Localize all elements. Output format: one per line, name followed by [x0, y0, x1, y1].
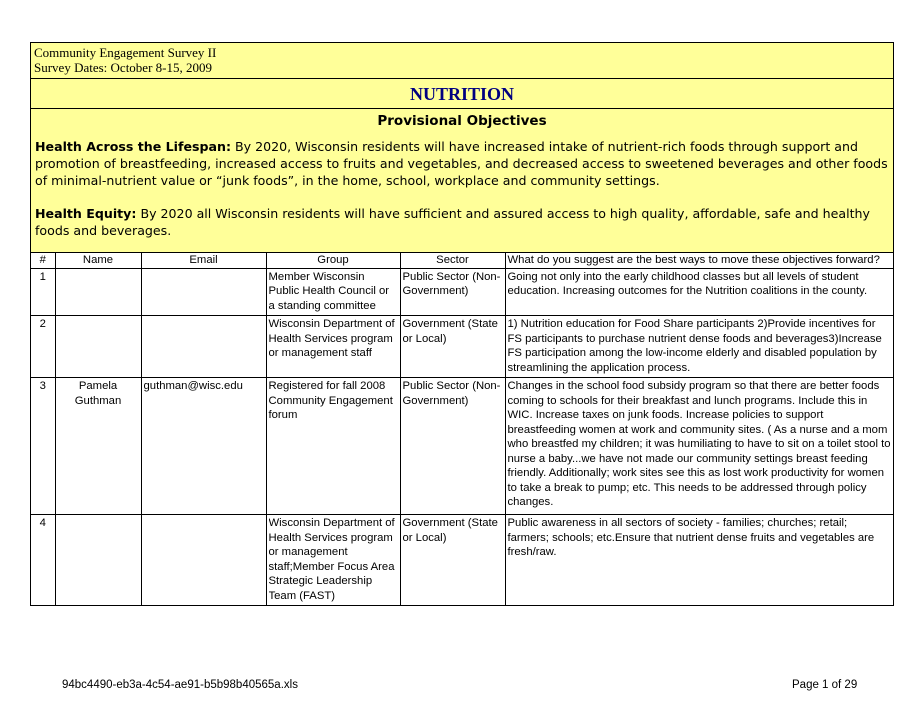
cell-email [141, 515, 266, 606]
cell-email [141, 268, 266, 316]
cell-sector: Public Sector (Non-Government) [400, 378, 505, 515]
cell-group [266, 515, 400, 606]
col-header-response: What do you suggest are the best ways to move these objectives forward? [505, 253, 893, 268]
table-row [31, 316, 893, 378]
cell-name [55, 268, 141, 316]
cell-sector: Government (State or Local) [400, 316, 505, 378]
equity-objective [35, 205, 889, 239]
cell-sector: Government (State or Local) [400, 515, 505, 606]
table-header-row [31, 253, 893, 268]
survey-title: Community Engagement Survey II [34, 45, 217, 60]
cell-sector: Public Sector (Non-Government) [400, 268, 505, 316]
cell-response: Changes in the school food subsidy program so that there are better foods coming to schools for their breakfast and lunch programs. Include this in WIC. Increase taxes on junk foods. Increase policies to support breastfeeding women at work and community sites. ( As a nurse and a mom who breastfed my children; it was humiliating to have to sit on a toilet stool to nurse a baby...we have not made our community settings breast feeding friendly. Additionally; work sites see this as lost work productivity for women to take a break to pump; etc. This needs to be addressed through policy changes. [505, 378, 893, 515]
col-header-email: Email [141, 253, 266, 268]
equity-text: By 2020 all Wisconsin residents will have sufficient and assured access to high quality, affordable, safe and healthy foods and beverages. [35, 206, 870, 238]
cell-email [141, 316, 266, 378]
cell-group: Member Wisconsin Public Health Council or a standing committee [266, 268, 400, 316]
cell-number: 4 [31, 515, 55, 606]
col-header-number: # [31, 253, 55, 268]
cell-group-text: Wisconsin Department of Health Services program or management staff;Member Focus Area Strategic Leadership Team (FAST) [268, 517, 395, 602]
lifespan-objective [35, 138, 889, 189]
cell-name: Pamela Guthman [55, 378, 141, 515]
lifespan-label: Health Across the Lifespan: [35, 139, 232, 154]
responses-table [31, 253, 893, 605]
objectives-title: Provisional Objectives [377, 113, 547, 129]
cell-response: Going not only into the early childhood classes but all levels of student education. Increasing outcomes for the Nutrition coalitions in the county. [505, 268, 893, 316]
lifespan-text: By 2020, Wisconsin residents will have increased intake of nutrient-rich foods through support and promotion of breastfeeding, increased access to fruits and vegetables, and decreased access to sweetened beverages and other foods of minimal-nutrient value or “junk foods”, in the home, school, workplace and community settings. [35, 139, 888, 188]
footer-page-number: Page 1 of 29 [792, 679, 858, 691]
provisional-objectives [31, 109, 893, 253]
cell-number: 3 [31, 378, 55, 515]
table-row [31, 515, 893, 606]
cell-response: 1) Nutrition education for Food Share participants 2)Provide incentives for FS participants to purchase nutrient dense foods and beverages3)Increase FS participation among the low-income elderly and disabled population by streamlining the application process. [505, 316, 893, 378]
survey-header [31, 43, 893, 79]
col-header-sector: Sector [400, 253, 505, 268]
cell-email: guthman@wisc.edu [141, 378, 266, 515]
cell-name [55, 316, 141, 378]
survey-dates: Survey Dates: October 8-15, 2009 [34, 60, 212, 75]
cell-number: 1 [31, 268, 55, 316]
cell-group: Registered for fall 2008 Community Engagement forum [266, 378, 400, 515]
spreadsheet-page [30, 42, 894, 606]
cell-name [55, 515, 141, 606]
table-row [31, 378, 893, 515]
table-row [31, 268, 893, 316]
cell-number: 2 [31, 316, 55, 378]
col-header-name: Name [55, 253, 141, 268]
equity-label: Health Equity: [35, 206, 137, 221]
cell-response: Public awareness in all sectors of society - families; churches; retail; farmers; schools; etc.Ensure that nutrient dense fruits and vegetables are fresh/raw. [507, 517, 875, 558]
col-header-group: Group [266, 253, 400, 268]
section-title: NUTRITION [31, 79, 893, 109]
footer-filename: 94bc4490-eb3a-4c54-ae91-b5b98b40565a.xls [62, 679, 298, 691]
cell-group: Wisconsin Department of Health Services program or management staff [266, 316, 400, 378]
